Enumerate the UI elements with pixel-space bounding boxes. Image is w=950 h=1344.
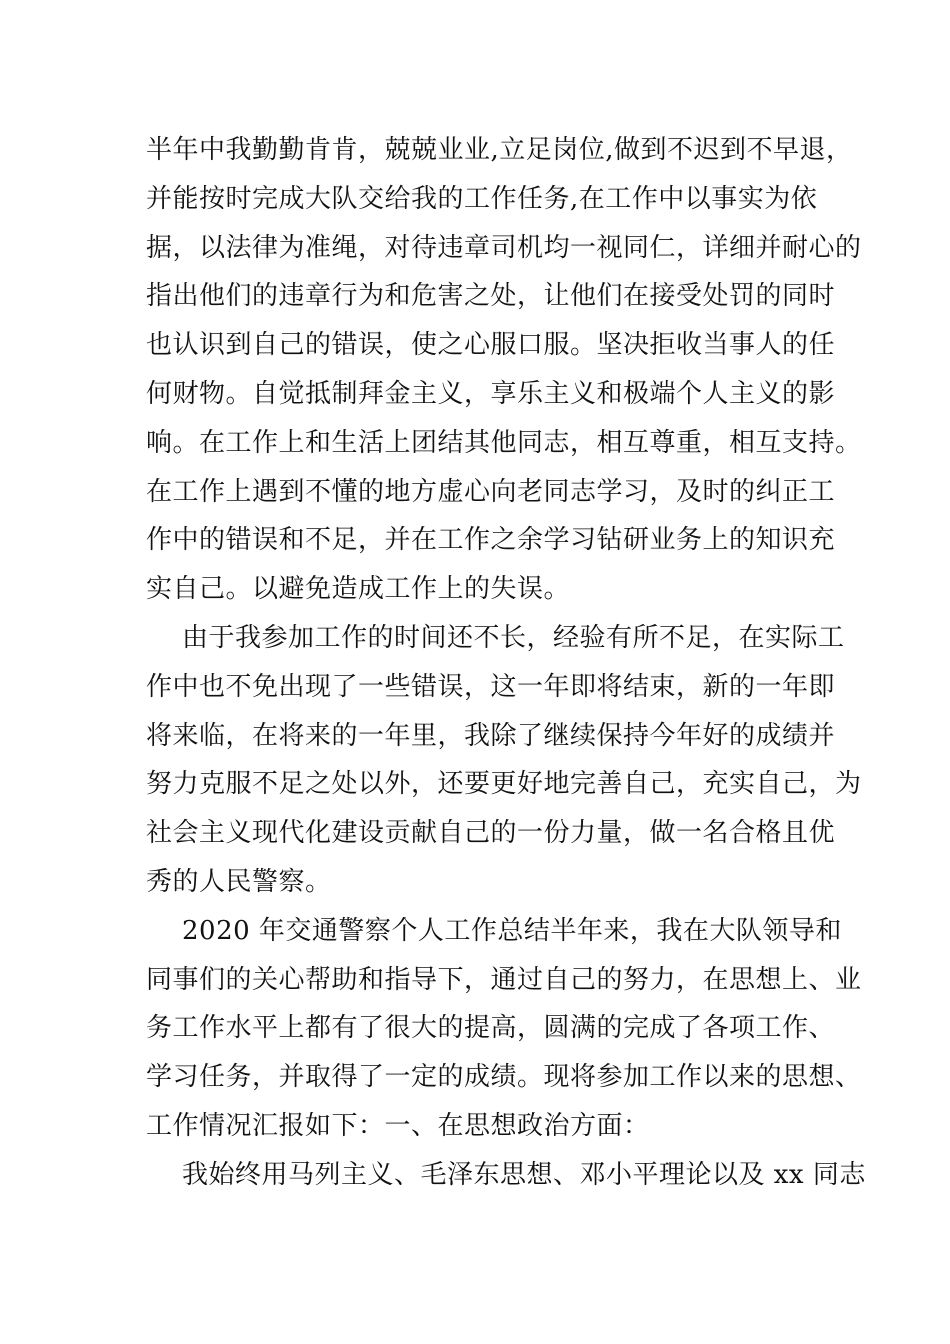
text-line: 社会主义现代化建设贡献自己的一份力量，做一名合格且优	[146, 818, 836, 849]
text-line: 实自己。以避免造成工作上的失误。	[146, 574, 571, 605]
text-line: 将来临，在将来的一年里，我除了继续保持今年好的成绩并	[146, 720, 836, 751]
text-line: 据，以法律为准绳，对待违章司机均一视同仁，详细并耐心的	[146, 232, 862, 263]
text-line: 作中也不免出现了一些错误，这一年即将结束，新的一年即	[146, 671, 836, 702]
text-line: 我始终用马列主义、毛泽东思想、邓小平理论以及 xx 同志	[182, 1159, 866, 1190]
text-line: 在工作上遇到不懂的地方虚心向老同志学习，及时的纠正工	[146, 476, 836, 507]
text-line: 同事们的关心帮助和指导下，通过自己的努力，在思想上、业	[146, 964, 862, 995]
text-line: 指出他们的违章行为和危害之处，让他们在接受处罚的同时	[146, 281, 836, 312]
text-line: 响。在工作上和生活上团结其他同志，相互尊重，相互支持。	[146, 427, 862, 458]
text-line: 何财物。自觉抵制拜金主义，享乐主义和极端个人主义的影	[146, 378, 836, 409]
text-line: 并能按时完成大队交给我的工作任务,在工作中以事实为依	[146, 183, 818, 214]
text-line: 工作情况汇报如下：一、在思想政治方面：	[146, 1110, 650, 1141]
document-body	[146, 126, 866, 1200]
text-line: 作中的错误和不足，并在工作之余学习钻研业务上的知识充	[146, 525, 836, 556]
text-line: 由于我参加工作的时间还不长，经验有所不足，在实际工	[182, 622, 845, 653]
text-line: 学习任务，并取得了一定的成绩。现将参加工作以来的思想、	[146, 1062, 862, 1093]
text-line: 也认识到自己的错误，使之心服口服。坚决拒收当事人的任	[146, 330, 836, 361]
text-line: 半年中我勤勤肯肯，兢兢业业,立足岗位,做到不迟到不早退，	[146, 135, 853, 165]
text-line: 务工作水平上都有了很大的提高，圆满的完成了各项工作、	[146, 1013, 836, 1044]
text-line: 努力克服不足之处以外，还要更好地完善自己，充实自己，为	[146, 769, 862, 800]
text-line: 2020 年交通警察个人工作总结半年来，我在大队领导和	[182, 915, 842, 946]
text-line: 秀的人民警察。	[146, 866, 332, 897]
